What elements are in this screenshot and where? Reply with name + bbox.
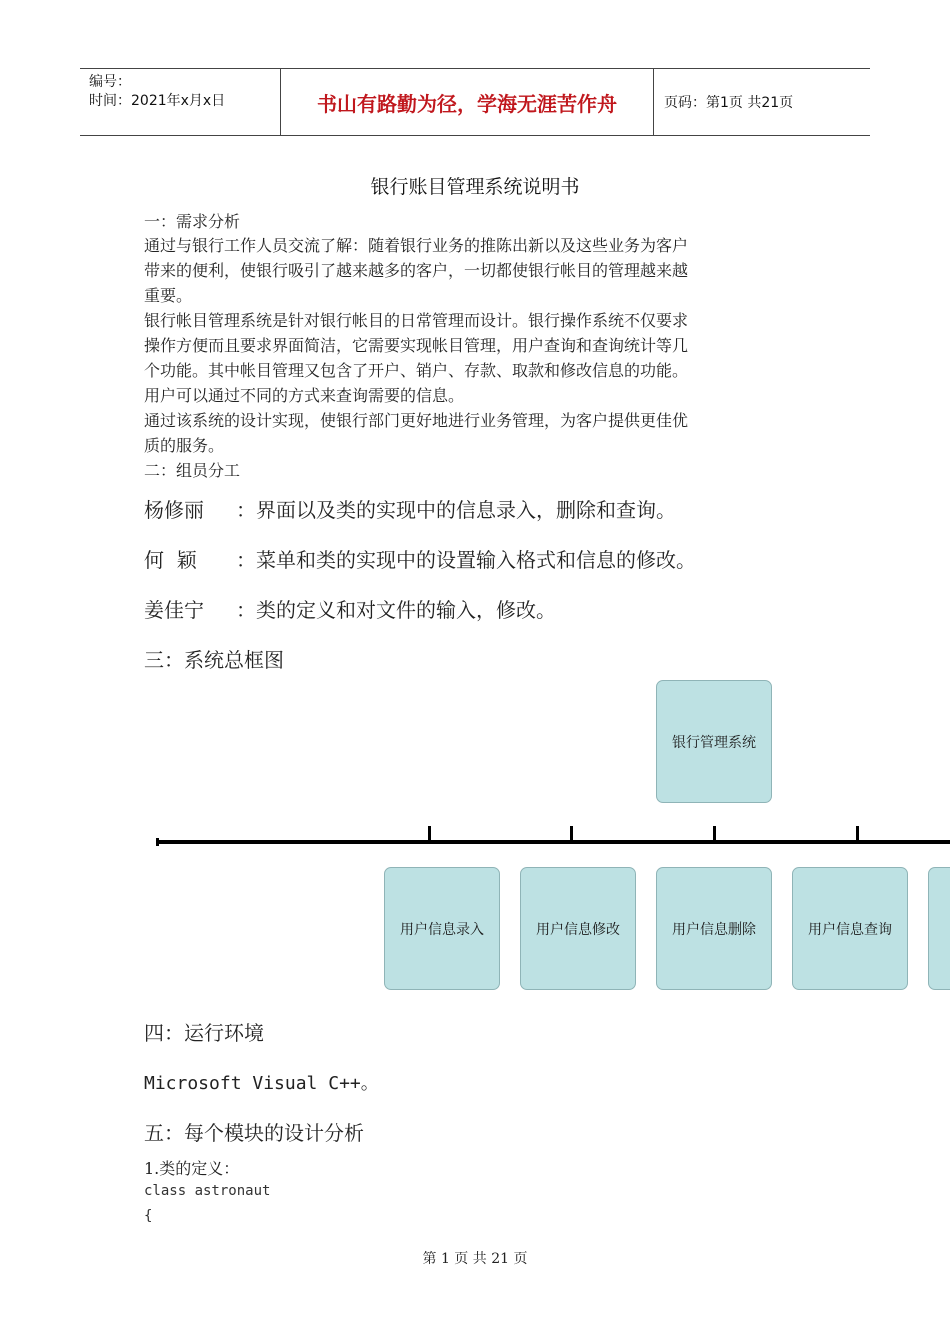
diagram-connector-line — [156, 840, 950, 844]
member-row — [144, 494, 676, 523]
section-1-para-2-line-1: 银行帐目管理系统是针对银行帐目的日常管理而设计。银行操作系统不仅要求 — [144, 311, 689, 330]
header-page-info: 页码：第1页 共21页 — [664, 95, 794, 111]
diagram-root-node: 银行管理系统 — [656, 680, 772, 803]
code-line: class astronaut — [144, 1183, 271, 1199]
diagram-child-node: 用户信息录入 — [384, 867, 500, 990]
section-1-para-1-line-2: 带来的便利，使银行吸引了越来越多的客户，一切都使银行帐目的管理越来越 — [144, 261, 689, 280]
section-1-para-1-line-1: 通过与银行工作人员交流了解：随着银行业务的推陈出新以及这些业务为客户 — [144, 236, 689, 255]
member-row — [144, 594, 556, 623]
time-label: 时间：2021年x月x日 — [89, 93, 226, 109]
section-3-heading: 三：系统总框图 — [144, 648, 284, 672]
section-1-para-1-line-3: 重要。 — [144, 286, 193, 305]
member-row — [144, 544, 696, 573]
section-1-para-3-line-1: 通过该系统的设计实现，使银行部门更好地进行业务管理，为客户提供更佳优 — [144, 411, 689, 430]
serial-label: 编号： — [89, 74, 131, 90]
subsection-1-heading: 1.类的定义： — [144, 1159, 240, 1178]
section-1-para-2-line-2: 操作方便而且要求界面简洁，它需要实现帐目管理，用户查询和查询统计等几 — [144, 336, 689, 355]
diagram-child-node: 用户信息查询 — [792, 867, 908, 990]
section-1-para-2-line-3: 个功能。其中帐目管理又包含了开户、销户、存款、取款和修改信息的功能。 — [144, 361, 689, 380]
member-name: 杨修丽 — [144, 498, 204, 522]
diagram-child-node: 用户信息删除 — [656, 867, 772, 990]
diagram-connector-tick — [713, 826, 716, 844]
section-5-heading: 五：每个模块的设计分析 — [144, 1121, 364, 1145]
section-1-heading: 一：需求分析 — [144, 212, 241, 231]
diagram-connector-tick — [428, 826, 431, 844]
page-header — [80, 68, 870, 136]
runtime-environment: Microsoft Visual C++。 — [144, 1073, 379, 1094]
header-meta — [80, 69, 281, 135]
section-2-heading: 二：组员分工 — [144, 461, 241, 480]
member-duty: ：类的定义和对文件的输入，修改。 — [236, 598, 556, 622]
diagram-connector-tick — [856, 826, 859, 844]
section-1-para-3-line-2: 质的服务。 — [144, 436, 225, 455]
page-footer: 第 1 页 共 21 页 — [422, 1251, 528, 1267]
diagram-child-node-clipped — [928, 867, 950, 990]
section-4-heading: 四：运行环境 — [144, 1021, 264, 1045]
member-duty: ：界面以及类的实现中的信息录入，删除和查询。 — [236, 498, 676, 522]
member-name: 何 颖 — [144, 548, 197, 572]
diagram-connector-tick — [570, 826, 573, 844]
diagram-child-node: 用户信息修改 — [520, 867, 636, 990]
code-line: { — [144, 1208, 153, 1224]
document-title: 银行账目管理系统说明书 — [370, 176, 580, 198]
member-name: 姜佳宁 — [144, 598, 204, 622]
header-motto: 书山有路勤为径，学海无涯苦作舟 — [281, 69, 654, 135]
diagram-connector-end — [156, 838, 159, 846]
section-1-para-2-line-4: 用户可以通过不同的方式来查询需要的信息。 — [144, 386, 465, 405]
member-duty: ：菜单和类的实现中的设置输入格式和信息的修改。 — [236, 548, 696, 572]
